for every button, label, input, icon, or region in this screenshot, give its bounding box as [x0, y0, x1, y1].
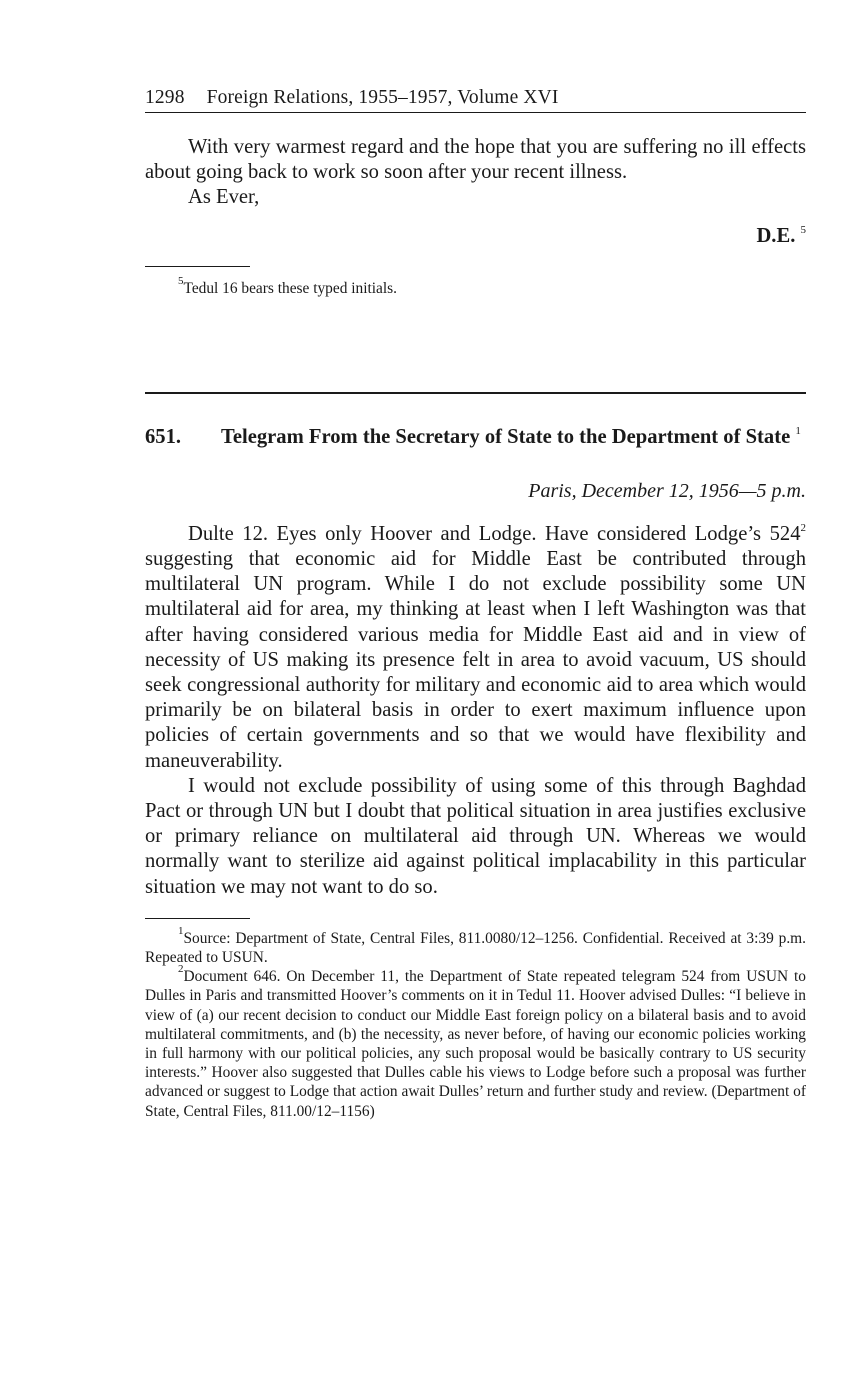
footnote-2-text: Document 646. On December 11, the Department of State repeated telegram 524 from USUN to Dulles in Paris and transmitted Hoover’s comments on it in Tedul 11. Hoover advised Dulles: “I believe in view of (a) our recent decision to conduct our Middle East foreign policy on a bilateral basis and to avoid multilateral commitments, and (b) the necessity, as never before, of having our economic policies working in full harmony with our political policies, any such proposal would be basically contrary to US security interests.” Hoover also suggested that Dulles cable his views to Lodge before such a proposal was further advanced or suggest to Lodge that action await Dulles’ return and further study and review. (Department of State, Central Files, 811.00/12–1156): [145, 968, 806, 1120]
footnote-1-text: Source: Department of State, Central Files, 811.0080/12–1256. Confidential. Received at 3:39 p.m. Repeated to USUN.: [145, 929, 806, 967]
footnote-2: [145, 963, 806, 1121]
document-separator-rule: [145, 392, 806, 394]
document-title-text: Telegram From the Secretary of State to the Department of State: [221, 425, 791, 448]
telegram-paragraph-2: I would not exclude possibility of using some of this through Baghdad Pact or through UN but I doubt that political situation in area justifies exclusive or primary reliance on multilateral aid through UN. Whereas we would normally want to sterilize aid against political implacability in this particular situation we may not want to do so.: [145, 774, 806, 898]
volume-title: Foreign Relations, 1955–1957, Volume XVI: [206, 87, 559, 108]
telegram-paragraph-1: [145, 522, 806, 774]
footnote-ref-2: 2: [800, 521, 806, 534]
footnote-divider: [145, 918, 250, 919]
footnote-ref-5: 5: [800, 223, 806, 236]
book-page: [145, 86, 806, 1121]
footnote-ref-1: 1: [795, 424, 801, 437]
signature-initials: [145, 224, 806, 249]
footnote-5-text: Tedul 16 bears these typed initials.: [183, 279, 397, 297]
letter-closing-salutation: As Ever,: [188, 186, 260, 209]
document-number: 651.: [145, 425, 182, 448]
footnotes: [145, 924, 806, 1121]
running-head: [145, 86, 806, 113]
footnote-marker-1: 1: [178, 924, 184, 937]
document-title: [221, 425, 806, 450]
telegram-p1-rest: suggesting that economic aid for Middle East be contributed through multilateral UN program. While I do not exclude possibility some UN multilateral aid for area, my thinking at least when I left Washington was that after having considered various media for Middle East aid and in view of necessity of US making its presence felt in area to avoid vacuum, US should seek congressional authority for military and economic aid to area which would primarily be on bilateral basis in order to exert maximum influence upon policies of certain governments and so that we would have flexibility and maneuverability.: [145, 548, 806, 772]
footnote-divider: [145, 266, 250, 267]
footnote-1: [145, 924, 806, 967]
letter-closing-paragraph: With very warmest regard and the hope that you are suffering no ill effects about going back to work so soon after your recent illness.: [145, 136, 806, 184]
signature-text: D.E.: [756, 224, 796, 247]
footnote-marker-5: 5: [178, 274, 184, 287]
document-heading: [145, 425, 806, 450]
page-number: 1298: [145, 87, 185, 108]
footnote-marker-2: 2: [178, 963, 184, 976]
footnote-5: [145, 274, 806, 298]
telegram-p1-start: Dulte 12. Eyes only Hoover and Lodge. Have considered Lodge’s 524: [188, 522, 801, 545]
dateline: Paris, December 12, 1956—5 p.m.: [528, 479, 806, 502]
